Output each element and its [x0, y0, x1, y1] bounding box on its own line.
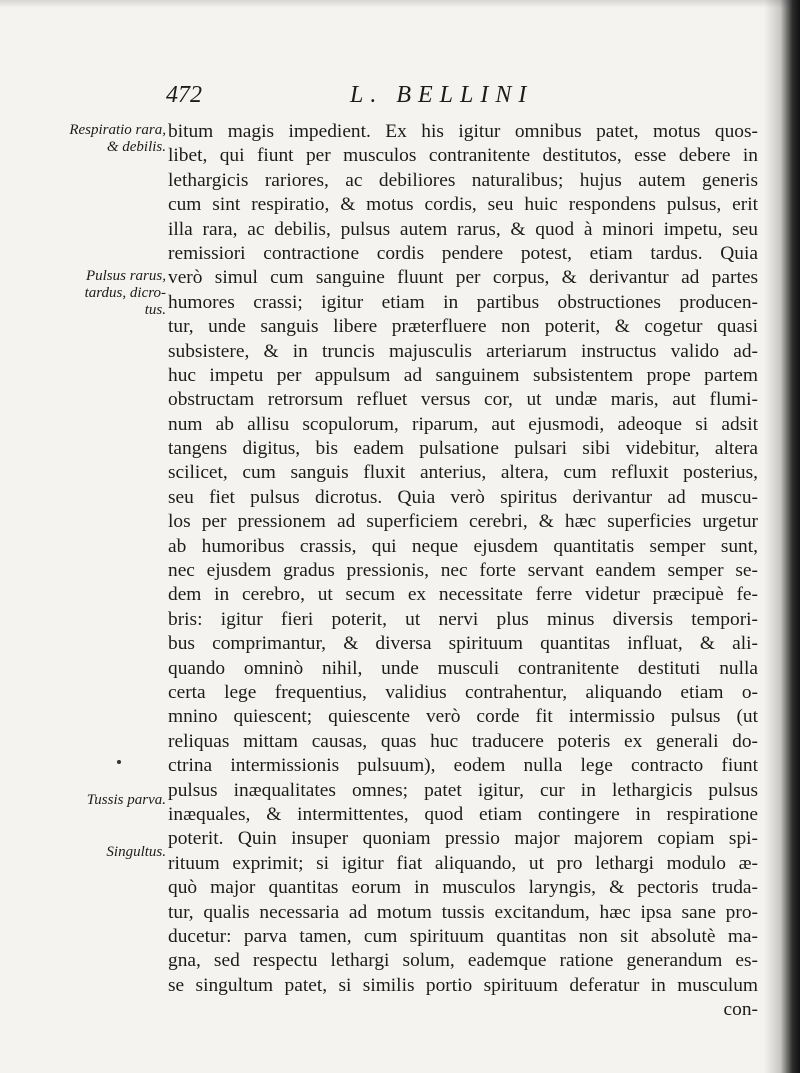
margin-note-line: Respiratio rara, — [69, 122, 166, 138]
text-line: seu fiet pulsus dicrotus. Quia verò spiritus derivantur ad muscu- — [168, 486, 758, 508]
text-line: obstructam retrorsum refluet versus cor, ut undæ maris, aut flumi- — [168, 389, 758, 411]
margin-note-line: & debilis. — [106, 139, 166, 155]
text-line: huc impetu per appulsum ad sanguinem subsistentem prope partem — [168, 364, 758, 386]
margin-note-respiratio — [46, 122, 166, 156]
text-line: reliquas mittam causas, quas huc traducere poteris ex generali do- — [168, 730, 758, 752]
text-line: verò simul cum sanguine fluunt per corpus, & derivantur ad partes — [168, 267, 758, 289]
margin-note-line: Tussis parva. — [86, 792, 166, 808]
text-line: quò major quantitas eorum in musculos laryngis, & pectoris truda- — [168, 877, 758, 899]
text-line: poterit. Quin insuper quoniam pressio major majorem copiam spi- — [168, 828, 758, 850]
text-line: ducetur: parva tamen, cum spirituum quantitas non sit absolutè ma- — [168, 925, 758, 947]
margin-note-tussis — [46, 792, 166, 809]
text-line: inæquales, & intermittentes, quod etiam contingere in respiratione — [168, 803, 758, 825]
text-line: pulsus inæqualitates omnes; patet igitur, cur in lethargicis pulsus — [168, 779, 758, 801]
text-line: certa lege frequentius, validius contrahentur, aliquando etiam o- — [168, 681, 758, 703]
margin-note-pulsus — [46, 268, 166, 319]
margin-note-line: tardus, dicro- — [84, 285, 166, 301]
margin-note-line: Pulsus rarus, — [85, 268, 166, 284]
catchword: con- — [723, 999, 758, 1021]
text-line: remissiori contractione cordis pendere potest, etiam tardus. Quia — [168, 242, 758, 264]
text-line: scilicet, cum sanguis fluxit anterius, altera, cum refluxit posterius, — [168, 462, 758, 484]
running-title: L. BELLINI — [350, 82, 534, 108]
text-line: illa rara, ac debilis, pulsus autem rarus, & quod à minori impetu, seu — [168, 218, 758, 240]
main-text — [168, 120, 758, 1022]
text-line: tangens digitus, bis eadem pulsatione pulsari sibi videbitur, altera — [168, 438, 758, 460]
text-line: tur, qualis necessaria ad motum tussis excitandum, hæc ipsa sane pro- — [168, 901, 758, 923]
page-number: 472 — [166, 82, 202, 108]
text-line: humores crassi; igitur etiam in partibus obstructiones producen- — [168, 291, 758, 313]
text-line: ctrina intermissionis pulsuum), eodem nulla lege contracto fiunt — [168, 755, 758, 777]
text-line: num ab allisu scopulorum, riparum, aut ejusmodi, adeoque si adsit — [168, 413, 758, 435]
binding-gutter-shadow — [764, 0, 800, 1073]
text-line: bris: igitur fieri poterit, ut nervi plus minus diversis tempori- — [168, 608, 758, 630]
text-line: los per pressionem ad superficiem cerebri, & hæc superficies urgetur — [168, 511, 758, 533]
page-top-edge — [0, 0, 800, 8]
text-line: bus comprimantur, & diversa spirituum quantitas influat, & ali- — [168, 633, 758, 655]
margin-dot-mark — [117, 760, 121, 764]
text-line: mnino quiescent; quiescente verò corde fit intermissio pulsus (ut — [168, 706, 758, 728]
margin-note-line: tus. — [144, 302, 166, 318]
text-line: dem in cerebro, ut secum ex necessitate ferre videtur præcipuè fe- — [168, 584, 758, 606]
text-line: se singultum patet, si similis portio spirituum deferatur in musculum — [168, 974, 758, 996]
page-header — [160, 80, 740, 116]
text-line: subsistere, & in truncis majusculis arteriarum instructus valido ad- — [168, 340, 758, 362]
margin-note-line: Singultus. — [106, 844, 166, 860]
text-line: gna, sed respectu lethargi solum, eademque ratione generandum es- — [168, 950, 758, 972]
text-line: bitum magis impedient. Ex his igitur omnibus patet, motus quos- — [168, 121, 758, 142]
text-line: ab humoribus crassis, qui neque ejusdem quantitatis semper sunt, — [168, 535, 758, 557]
text-line: rituum exprimit; si igitur fiat aliquando, ut pro lethargi modulo æ- — [168, 852, 758, 874]
text-line: libet, qui fiunt per musculos contranitente destitutos, esse debere in — [168, 145, 758, 167]
text-line: lethargicis rariores, ac debiliores naturalibus; hujus autem generis — [168, 169, 758, 191]
text-line: cum sint respiratio, & motus cordis, seu huic respondens pulsus, erit — [168, 194, 758, 216]
text-line: tur, unde sanguis libere præterfluere non poterit, & cogetur quasi — [168, 316, 758, 338]
text-line: quando omninò nihil, unde musculi contranitente destituti nulla — [168, 657, 758, 679]
text-line: nec ejusdem gradus pressionis, nec forte servant eandem semper se- — [168, 560, 758, 582]
margin-note-singultus — [46, 844, 166, 861]
